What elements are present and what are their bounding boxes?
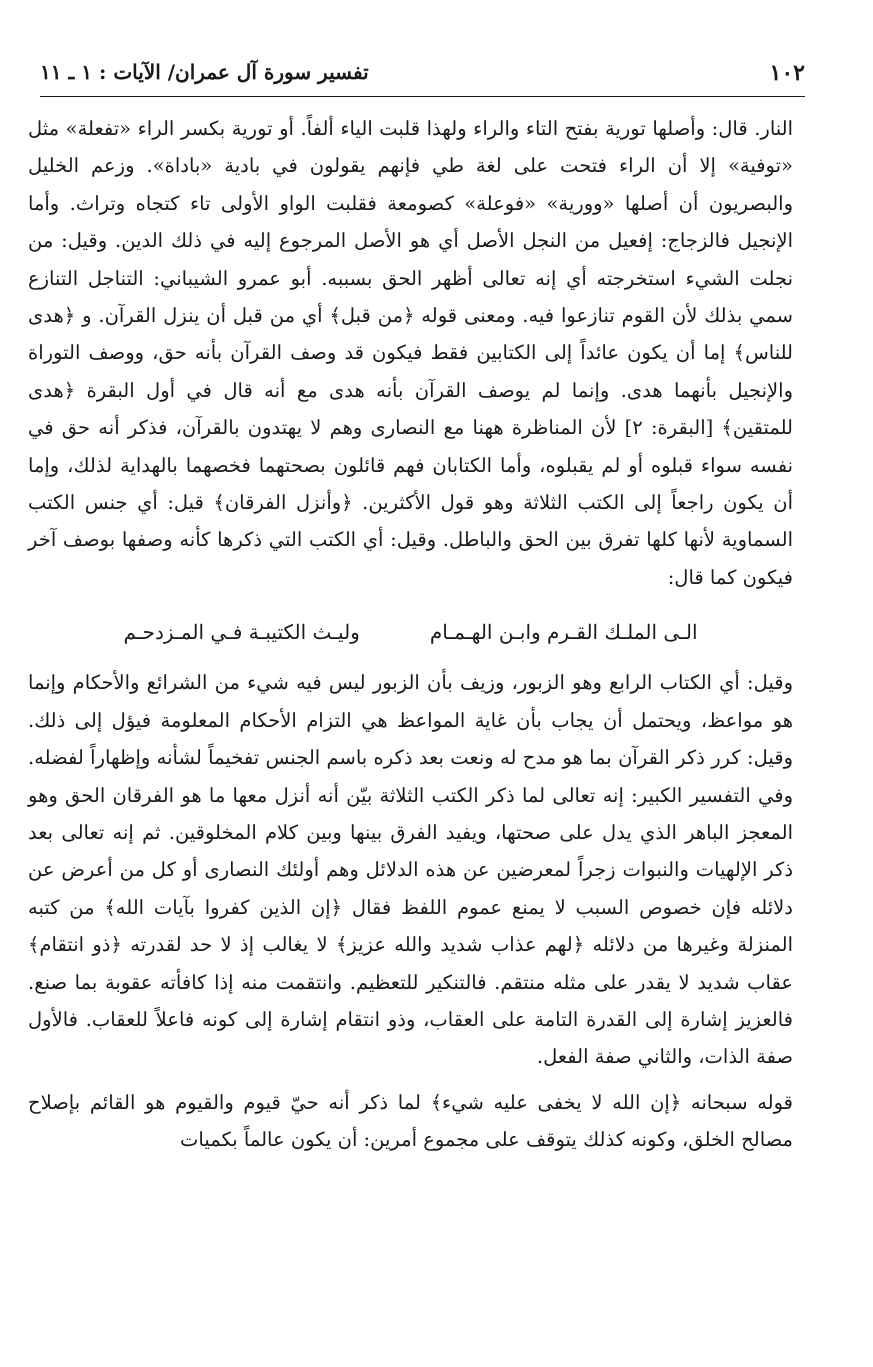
page-number: ١٠٢ <box>769 60 805 86</box>
paragraph-1: النار. قال: وأصلها تورية بفتح التاء والراء ولهذا قلبت الياء ألفاً. أو تورية بكسر الراء «تفعلة» مثل «توفية» إلا أن الراء فتحت على لغة طي فإنهم يقولون في بادية «باداة». وزعم الخليل والبصريون أن أصلها «وورية» «فوعلة» كصومعة فقلبت الواو الأولى تاء كتجاه وتراث. وأما الإنجيل فالزجاج: إفعيل من النجل الأصل أي هو الأصل المرجوع إليه في ذلك الدين. وقيل: من نجلت الشيء استخرجته أي إنه تعالى أظهر الحق بسببه. أبو عمرو الشيباني: التناجل التنازع سمي بذلك لأن القوم تنازعوا فيه. ومعنى قوله ﴿من قبل﴾ أي من قبل أن ينزل القرآن. و ﴿هدى للناس﴾ إما أن يكون عائداً إلى الكتابين فقط فيكون قد وصف القرآن بأنه حق، ووصف التوراة والإنجيل بأنهما هدى. وإنما لم يوصف القرآن بأنه هدى مع أنه قال في أول البقرة ﴿هدى للمتقين﴾ [البقرة: ٢] لأن المناظرة ههنا مع النصارى وهم لا يهتدون بالقرآن، فذكر أنه حق في نفسه سواء قبلوه أو لم يقبلوه، وأما الكتابان فهم قائلون بصحتهما فخصهما بالهداية لذلك، وإما أن يكون راجعاً إلى الكتب الثلاثة وهو قول الأكثرين. ﴿وأنزل الفرقان﴾ قيل: أي جنس الكتب السماوية لأنها كلها تفرق بين الحق والباطل. وقيل: أي الكتب التي ذكرها كأنه وصفها بوصف آخر فيكون كما قال: <box>28 117 794 589</box>
poem-hemistich-second: وليـث الكتيبـة فـي المـزدحـم <box>123 620 360 645</box>
paragraph-2: وقيل: أي الكتاب الرابع وهو الزبور، وزيف بأن الزبور ليس فيه شيء من الشرائع والأحكام وإنما هو مواعظ، ويحتمل أن يجاب بأن غاية المواعظ هي التزام الأحكام المعلومة فيؤل إلى ذلك. وقيل: كرر ذكر القرآن بما هو مدح له ونعت بعد ذكره باسم الجنس تفخيماً لشأنه وإظهاراً لفضله. وفي التفسير الكبير: إنه تعالى لما ذكر الكتب الثلاثة بيّن أنه أنزل معها ما هو الفرقان الحق وهو المعجز الباهر الذي يدل على صحتها، ويفيد الفرق بينها وبين كلام المخلوقين. ثم إنه تعالى بعد ذكر الإلهيات والنبوات زجراً لمعرضين عن هذه الدلائل وهم أولئك النصارى أو كل من أعرض عن دلائله فإن خصوص السبب لا يمنع عموم اللفظ فقال ﴿إن الذين كفروا بآيات الله﴾ من كتبه المنزلة وغيرها من دلائله ﴿لهم عذاب شديد والله عزيز﴾ لا يغالب إذ لا حد لقدرته ﴿ذو انتقام﴾ عقاب شديد لا يقدر على مثله منتقم. فالتنكير للتعظيم. وانتقمت منه إذا كافأته عقوبة بما صنع. فالعزيز إشارة إلى القدرة التامة على العقاب، وذو انتقام إشارة إلى كونه فاعلاً للعقاب. فالأول صفة الذات، والثاني صفة الفعل. <box>28 671 793 1069</box>
page-header <box>40 56 805 97</box>
poem-hemistich-first: الـى الملـك القـرم وابـن الهـمـام <box>429 620 698 645</box>
paragraph-3: قوله سبحانه ﴿إن الله لا يخفى عليه شيء﴾ لما ذكر أنه حيّ قيوم والقيوم هو القائم بإصلاح مصالح الخلق، وكونه كذلك يتوقف على مجموع أمرين: أن يكون عالماً بكميات <box>28 1090 793 1152</box>
running-title: تفسير سورة آل عمران/ الآيات : ١ ـ ١١ <box>40 60 369 84</box>
poem-verse <box>28 616 793 648</box>
body-text <box>28 110 793 1159</box>
